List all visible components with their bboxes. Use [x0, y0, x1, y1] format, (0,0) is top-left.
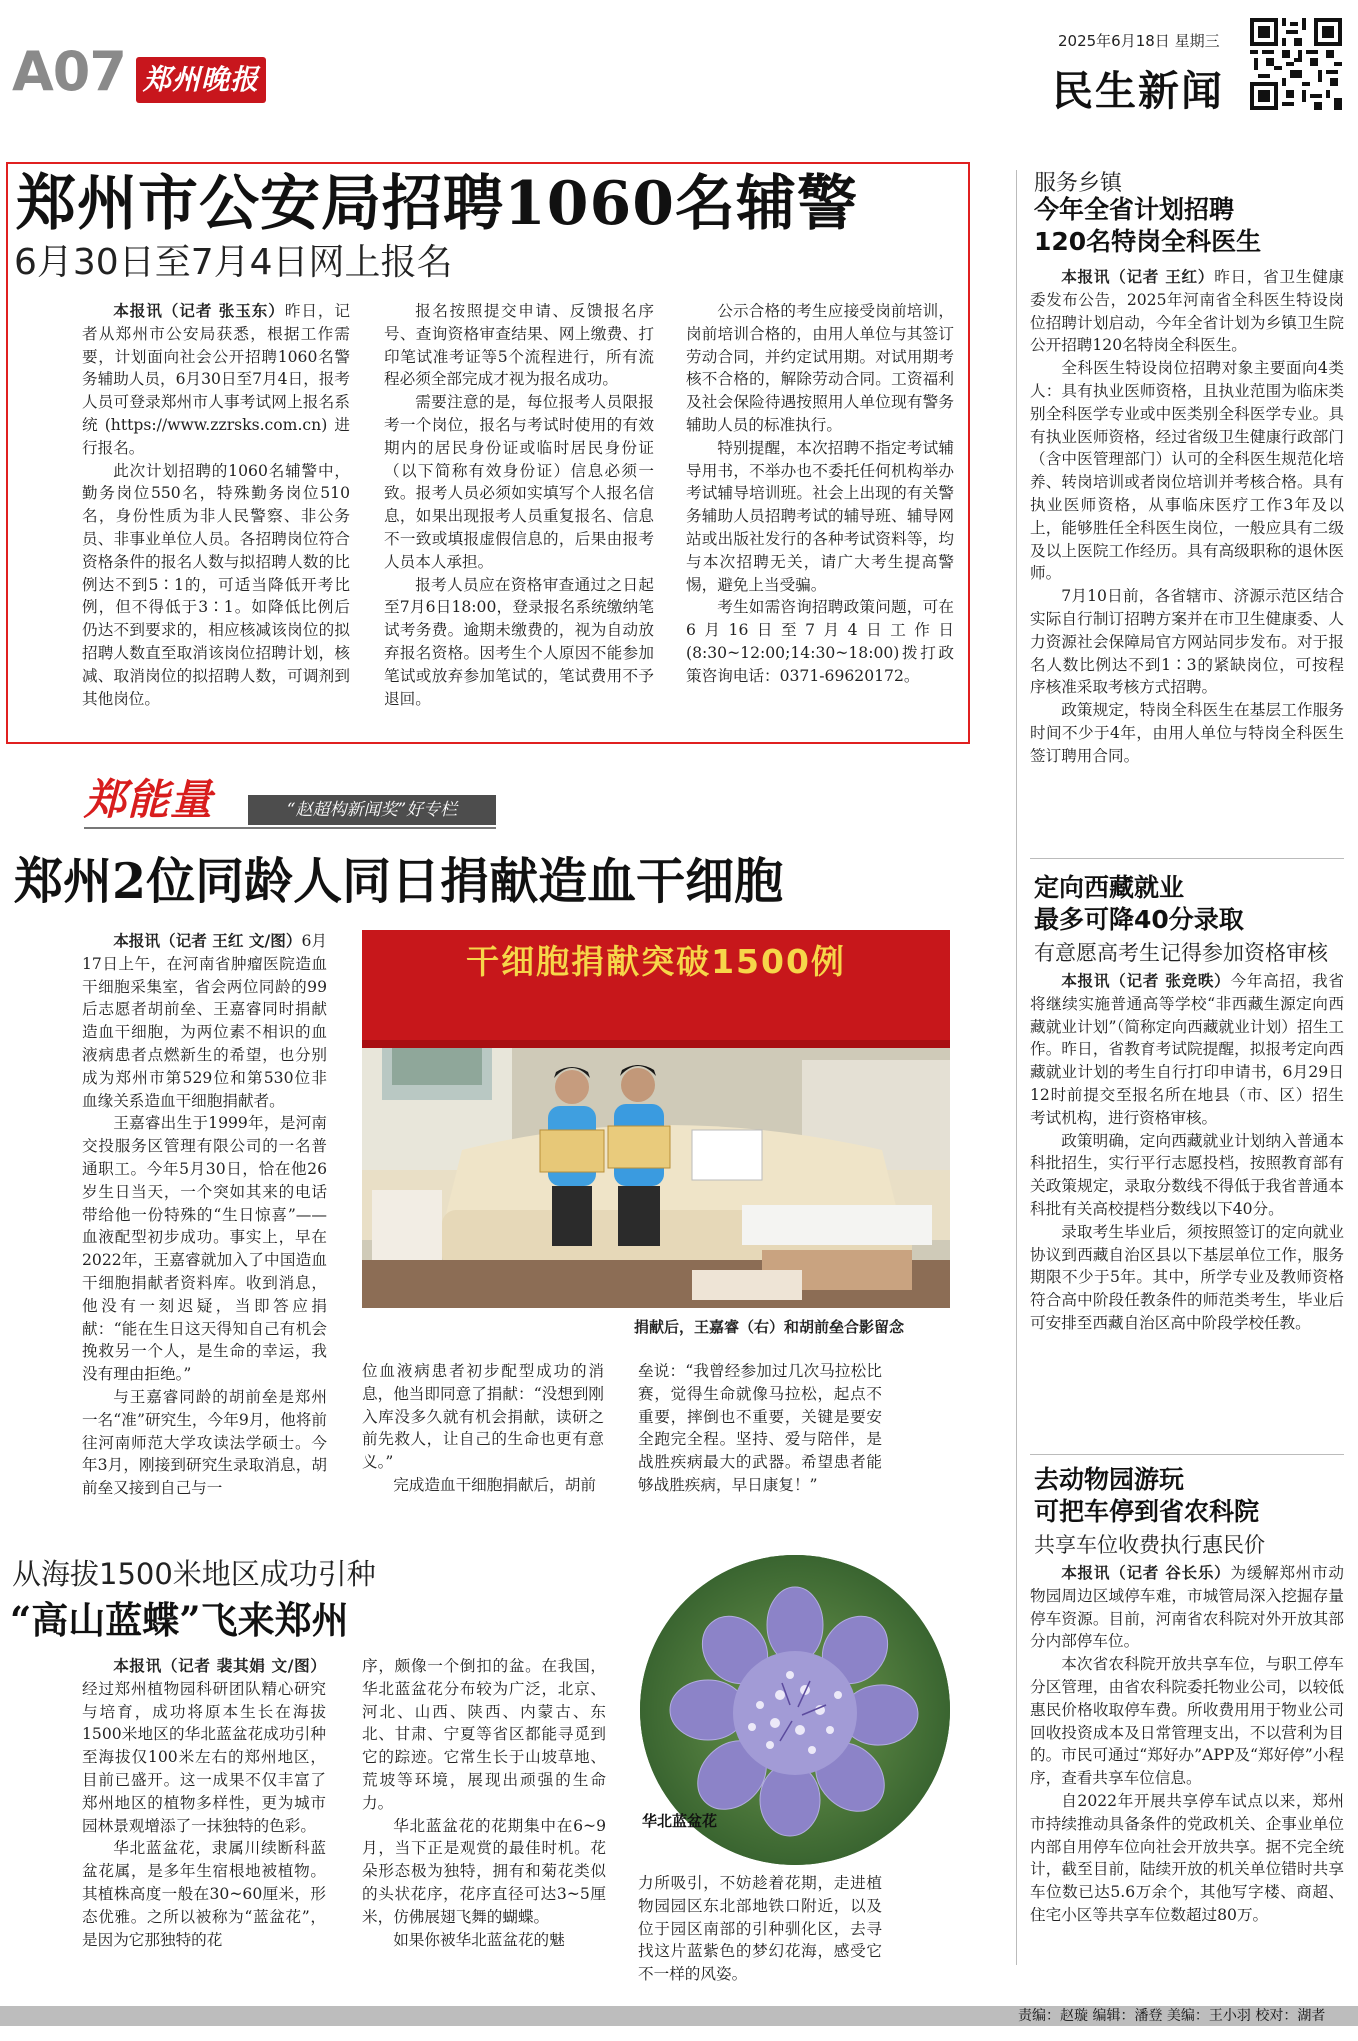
side2-p3: 录取考生毕业后，须按照签订的定向就业协议到西藏自治区县以下基层单位工作，服务期限不少于5年。其中，所学专业及教师资格符合高中阶段任教条件的师范类考生，毕业后可安排至西藏自治区高中阶段学校任教。	[1030, 1222, 1344, 1332]
story3-headline: “高山蓝蝶”飞来郑州	[10, 1598, 349, 1642]
story2-headline: 郑州2位同龄人同日捐献造血干细胞	[14, 852, 784, 910]
story2-col-1	[82, 930, 327, 1500]
side2-subtitle: 有意愿高考生记得参加资格审核	[1034, 941, 1328, 965]
story2-col3-p1: 垒说：“我曾经参加过几次马拉松比赛，觉得生命就像马拉松，起点不重要，摔倒也不重要，关键是要安全跑完全程。坚持、爱与陪伴，是战胜疾病最大的武器。希望患者能够战胜疾病，早日康复！”	[638, 1362, 882, 1494]
story2-col1-p1: 6月17日上午，在河南省肿瘤医院造血干细胞采集室，省会两位同龄的99后志愿者胡前垒、王嘉睿同时捐献造血干细胞，为两位素不相识的血液病患者点燃新生的希望，也分别成为郑州市第529位和第530位非血缘关系造血干细胞捐献者。	[82, 932, 327, 1110]
page-number: A07	[12, 40, 126, 103]
side2-body	[1030, 970, 1344, 1335]
side1-p4: 政策规定，特岗全科医生在基层工作服务时间不少于4年，由用人单位与特岗全科医生签订聘用合同。	[1030, 701, 1344, 765]
story2-col1-p3: 与王嘉睿同龄的胡前垒是郑州一名“准”研究生，今年9月，他将前往河南师范大学攻读法学硕士。今年3月，刚接到研究生录取消息，胡前垒又接到自己与一	[82, 1387, 327, 1498]
column-tag-text: “赵超构新闻奖”好专栏	[286, 800, 458, 820]
lead-byline: 本报讯（记者 张玉东）	[113, 302, 285, 320]
column-tag	[248, 795, 496, 825]
lead-col-2	[384, 300, 654, 710]
lead-col2-p2: 需要注意的是，每位报考人员限报考一个岗位，报名与考试时使用的有效期内的居民身份证或临时居民身份证（以下简称有效身份证）信息必须一致。报考人员必须如实填写个人报名信息，如果出现报考人员重复报名、信息不一致或填报虚假信息的，后果由报考人员本人承担。	[384, 393, 654, 571]
side2-p2: 政策明确，定向西藏就业计划纳入普通本科批招生，实行平行志愿投档，按照教育部有关政策规定，录取分数线不得低于我省普通本科批有关高校提档分数线以下40分。	[1030, 1131, 1344, 1218]
photo-banner-text: 干细胞捐献突破1500例	[466, 942, 846, 981]
side1-p3: 7月10日前，各省辖市、济源示范区结合实际自行制订招聘方案并在市卫生健康委、人力资源社会保障局官方网站同步发布。对于报名人数比例达不到1∶3的紧缺岗位，可按程序核准采取考核方式招聘。	[1030, 587, 1344, 697]
story3-col-2	[362, 1655, 606, 1951]
issue-date: 2025年6月18日 星期三	[1058, 32, 1220, 50]
column-brand: 郑能量	[84, 775, 214, 824]
paper-logo	[136, 57, 266, 103]
side2-title-2: 最多可降40分录取	[1034, 905, 1244, 934]
sidebar-divider	[1016, 170, 1017, 1965]
lead-col-3	[686, 300, 954, 688]
section-title: 民生新闻	[1052, 67, 1224, 115]
lead-col3-p2: 特别提醒，本次招聘不指定考试辅导用书，不举办也不委托任何机构举办考试辅导培训班。社会上出现的有关警务辅助人员招聘考试的辅导班、辅导网站或出版社发行的各种考试资料等，均与本次招聘无关，请广大考生提高警惕，避免上当受骗。	[686, 438, 954, 594]
lead-headline: 郑州市公安局招聘1060名辅警	[16, 169, 858, 239]
story3-col-3	[638, 1872, 882, 1986]
story3-kicker: 从海拔1500米地区成功引种	[12, 1557, 376, 1591]
story2-col-2	[362, 1360, 604, 1497]
side2-title-1: 定向西藏就业	[1034, 873, 1185, 902]
side1-p1: 昨日，省卫生健康委发布公告，2025年河南省全科医生特设岗位招聘计划启动，今年全省计划为乡镇卫生院公开招聘120名特岗全科医生。	[1030, 268, 1344, 355]
story3-col3-p1: 力所吸引，不妨趁着花期，走进植物园园区东北部地铁口附近，以及位于园区南部的引种驯化区，去寻找这片蓝紫色的梦幻花海，感受它不一样的风姿。	[638, 1874, 882, 1984]
story2-col-3	[638, 1360, 882, 1497]
side1-title-2: 120名特岗全科医生	[1034, 227, 1262, 256]
side1-kicker: 服务乡镇	[1034, 171, 1123, 196]
story2-byline: 本报讯（记者 王红 文/图）	[113, 932, 302, 950]
side3-byline: 本报讯（记者 谷长乐）	[1061, 1564, 1231, 1582]
flower-photo-caption: 华北蓝盆花	[642, 1812, 718, 1830]
qr-code	[1250, 18, 1342, 110]
donation-photo-caption: 捐献后，王嘉睿（右）和胡前垒合影留念	[634, 1318, 905, 1336]
side3-subtitle: 共享车位收费执行惠民价	[1034, 1533, 1265, 1557]
story3-col1-p1: 经过郑州植物园科研团队精心研究与培育，成功将原本生长在海拔1500米地区的华北蓝盆花成功引种至海拔仅100米左右的郑州地区，目前已盛开。这一成果不仅丰富了郑州地区的植物多样性，更为城市园林景观增添了一抹独特的色彩。	[82, 1679, 326, 1835]
side1-p2: 全科医生特设岗位招聘对象主要面向4类人：具有执业医师资格，且执业范围为临床类别全科医学专业或中医类别全科医学专业。具有执业医师资格，经过省级卫生健康行政部门（含中医管理部门）认可的全科医生规范化培养、转岗培训或者岗位培训并考核合格。具有执业医师资格，从事临床医疗工作3年及以上，能够胜任全科医生岗位，一般应具有二级及以上医院工作经历。具有高级职称的退休医师。	[1030, 359, 1344, 583]
column-banner-rule	[84, 827, 496, 829]
footer-credits: 责编：赵璇 编辑：潘登 美编：王小羽 校对：湖者	[1018, 2008, 1326, 2024]
lead-col2-p3: 报考人员应在资格审查通过之日起至7月6日18:00，登录报名系统缴纳笔试考务费。逾期未缴费的，视为自动放弃报名资格。因考生个人原因不能参加笔试或放弃参加笔试的，笔试费用不予退回。	[384, 575, 654, 708]
story3-byline: 本报讯（记者 裴其娟 文/图）	[113, 1657, 326, 1675]
story2-col2-p2: 完成造血干细胞捐献后，胡前	[393, 1475, 596, 1494]
donation-photo	[362, 930, 950, 1308]
side2-rule	[1030, 1454, 1344, 1455]
paper-logo-text: 郑州晚报	[142, 63, 259, 96]
story2-col1-p2: 王嘉睿出生于1999年，是河南交投服务区管理有限公司的一名普通职工。今年5月30日，恰在他26岁生日当天，一个突如其来的电话带给他一份特殊的“生日惊喜”——血液配型初步成功。事实上，早在2022年，王嘉睿就加入了中国造血干细胞捐献者资料库。收到消息，他没有一刻迟疑，当即答应捐献：“能在生日这天得知自己有机会挽救另一个人，是生命的幸运，我没有理由拒绝。”	[82, 1114, 327, 1384]
side3-title-2: 可把车停到省农科院	[1034, 1497, 1260, 1526]
side1-body	[1030, 266, 1344, 768]
story3-col2-p3: 如果你被华北蓝盆花的魅	[393, 1930, 565, 1949]
side2-byline: 本报讯（记者 张竞昳）	[1061, 972, 1231, 990]
lead-subhead: 6月30日至7月4日网上报名	[14, 242, 453, 283]
side3-p1: 为缓解郑州市动物园周边区域停车难，市城管局深入挖掘存量停车资源。目前，河南省农科院对外开放其部分内部停车位。	[1030, 1564, 1344, 1651]
lead-col1-p1: 昨日，记者从郑州市公安局获悉，根据工作需要，计划面向社会公开招聘1060名警务辅助人员，6月30日至7月4日，报考人员可登录郑州市人事考试网上报名系统(https://www.zzrsks.com.cn)进行报名。	[82, 302, 350, 457]
lead-col1-p2: 此次计划招聘的1060名辅警中，勤务岗位550名，特殊勤务岗位510名，身份性质为非人民警察、非公务员、非事业单位人员。各招聘岗位符合资格条件的报名人数与拟招聘人数的比例达不到5∶1的，可适当降低开考比例，但不得低于3∶1。如降低比例后仍达不到要求的，相应核减该岗位的拟招聘人数直至取消该岗位招聘计划，核减、取消岗位的拟招聘人数，可调剂到其他岗位。	[82, 461, 350, 708]
side3-p3: 自2022年开展共享停车试点以来，郑州市持续推动具备条件的党政机关、企事业单位内部自用停车位向社会开放共享。据不完全统计，截至目前，陆续开放的机关单位错时共享车位数已达5.6万余个，其他写字楼、商超、住宅小区等共享车位数超过80万。	[1030, 1791, 1344, 1924]
lead-col2-p1: 报名按照提交申请、反馈报名序号、查询资格审查结果、网上缴费、打印笔试准考证等5个流程进行，所有流程必须全部完成才视为报名成功。	[384, 302, 654, 389]
side1-rule	[1030, 858, 1344, 859]
lead-col3-p1: 公示合格的考生应接受岗前培训，岗前培训合格的，由用人单位与其签订劳动合同，并约定试用期。对试用期考核不合格的，解除劳动合同。工资福利及社会保险待遇按照用人单位现有警务辅助人员的标准执行。	[686, 302, 954, 434]
story2-col2-p1: 位血液病患者初步配型成功的消息，他当即同意了捐献：“没想到刚入库没多久就有机会捐献，读研之前先救人，让自己的生命也更有意义。”	[362, 1362, 604, 1472]
story3-col-1	[82, 1655, 326, 1951]
side3-title-1: 去动物园游玩	[1034, 1465, 1185, 1494]
side3-body	[1030, 1562, 1344, 1927]
side3-p2: 本次省农科院开放共享车位，与职工停车分区管理，由省农科院委托物业公司，以较低惠民价格收取停车费。所收费用用于物业公司回收投资成本及日常管理支出，不以营利为目的。市民可通过“郑好办”APP及“郑好停”小程序，查看共享车位信息。	[1030, 1655, 1344, 1788]
side1-byline: 本报讯（记者 王红）	[1061, 268, 1215, 286]
story3-col2-p1: 序，颇像一个倒扣的盆。在我国，华北蓝盆花分布较为广泛，北京、河北、山西、陕西、内蒙古、东北、甘肃、宁夏等省区都能寻觅到它的踪迹。它常生长于山坡草地、荒坡等环境，展现出顽强的生命力。	[362, 1657, 606, 1812]
lead-col-1	[82, 300, 350, 710]
lead-col3-p3: 考生如需咨询招聘政策问题，可在6月16日至7月4日工作日(8:30~12:00;14:30~18:00)拨打政策咨询电话：0371-69620172。	[686, 598, 954, 685]
story3-col2-p2: 华北蓝盆花的花期集中在6~9月，当下正是观赏的最佳时机。花朵形态极为独特，拥有和菊花类似的头状花序，花序直径可达3~5厘米，仿佛展翅飞舞的蝴蝶。	[362, 1816, 606, 1926]
side2-p1: 今年高招，我省将继续实施普通高等学校“非西藏生源定向西藏就业计划”（简称定向西藏就业计划）招生工作。昨日，省教育考试院提醒，拟报考定向西藏就业计划的考生自行打印申请书，6月29日12时前提交至报名所在地县（市、区）招生考试机构，进行资格审核。	[1030, 972, 1344, 1127]
donation-photo-scene	[362, 930, 950, 1308]
side1-title-1: 今年全省计划招聘	[1034, 195, 1235, 224]
story3-col1-p2: 华北蓝盆花，隶属川续断科蓝盆花属，是多年生宿根地被植物。其植株高度一般在30~60厘米，形态优雅。之所以被称为“蓝盆花”，是因为它那独特的花	[82, 1839, 326, 1949]
